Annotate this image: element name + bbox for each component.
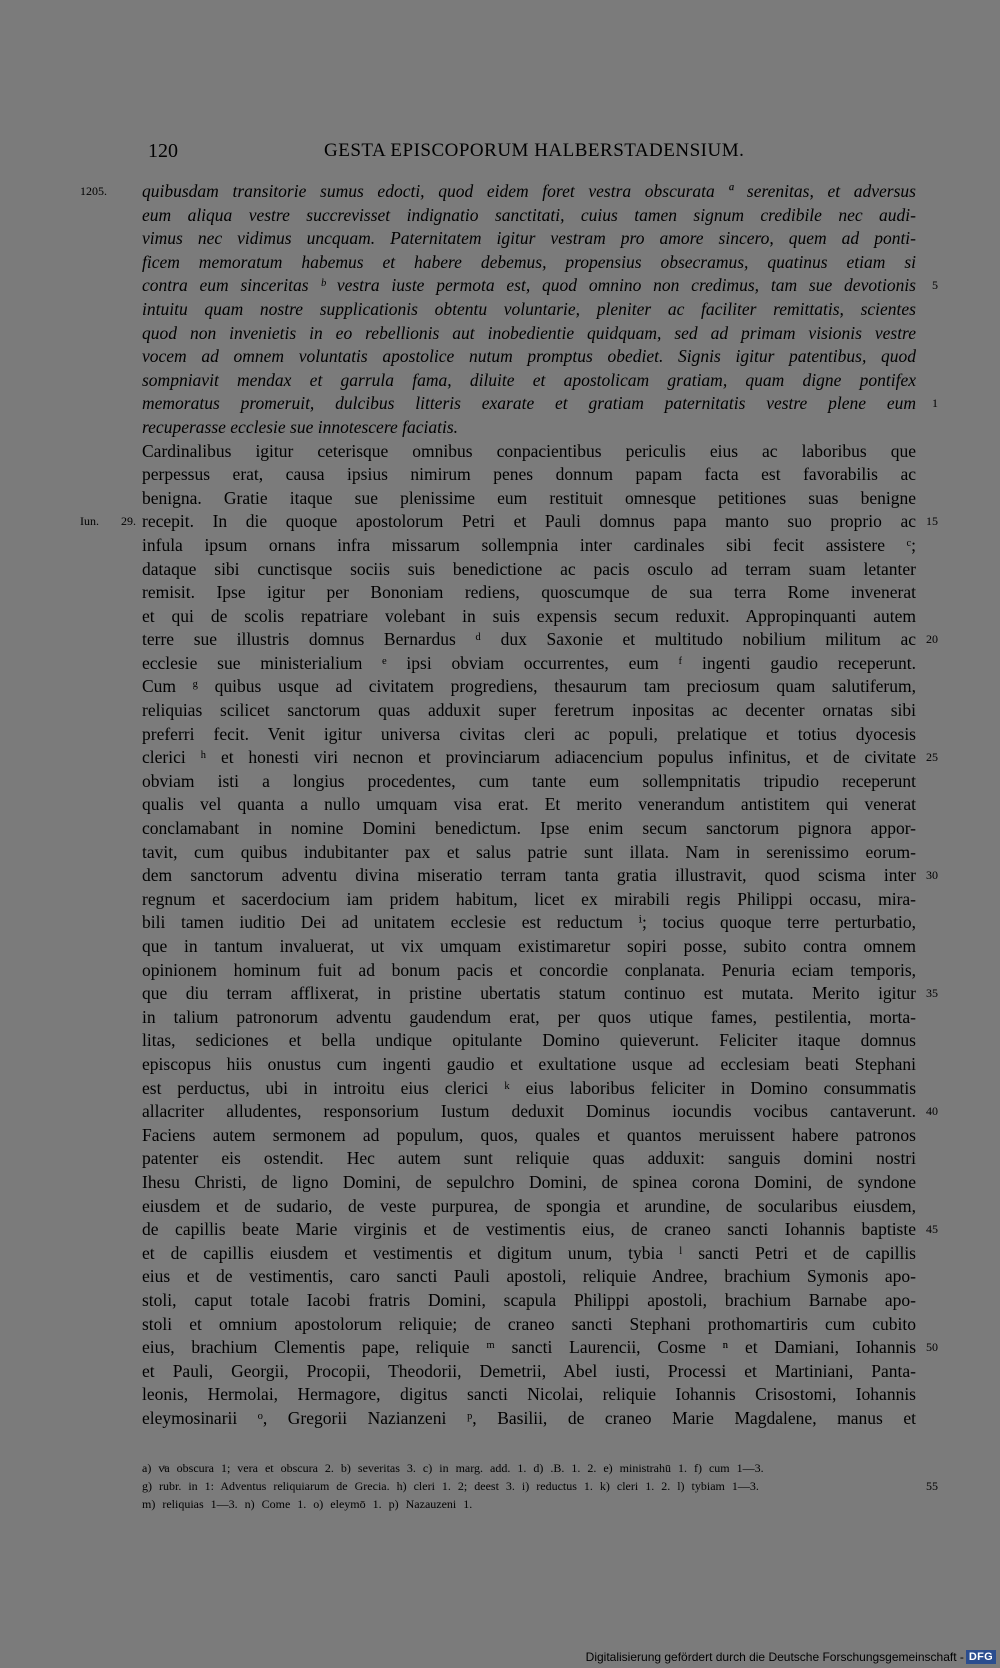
footnote-text: a) vͣa obscura 1; vera et obscura 2. b) severitas 3. c) in marg. add. 1. d) .B. 1. 2. e) ministrahū 1. f) cum 1—3. — [142, 1461, 764, 1475]
footnote-line — [142, 1477, 938, 1495]
line-text: memoratus promeruit, dulcibus litteris exarate et gratiam paternitatis vestre plene eum — [142, 393, 916, 414]
line-text: et Pauli, Georgii, Procopii, Theodorii, Demetrii, Abel iusti, Processi et Martiniani, Panta- — [142, 1360, 916, 1381]
text-line — [142, 935, 916, 959]
text-line — [142, 959, 916, 983]
line-number: 40 — [926, 1104, 938, 1119]
text-line — [142, 841, 916, 865]
text-line — [142, 487, 916, 511]
running-title: GESTA EPISCOPORUM HALBERSTADENSIUM. — [324, 140, 745, 161]
text-line — [142, 770, 916, 794]
text-line — [142, 1218, 938, 1242]
text-line — [142, 1006, 916, 1030]
line-text: stoli, caput totale Iacobi fratris Domini, scapula Philippi apostoli, brachium Barnabe apo- — [142, 1289, 916, 1310]
line-text: vocem ad omnem voluntatis apostolice nutum promptus obediet. Signis igitur patentibus, quod — [142, 346, 916, 367]
footnote-line — [142, 1495, 916, 1513]
text-line — [142, 204, 916, 228]
line-number: 50 — [926, 1340, 938, 1355]
text-line — [142, 416, 916, 440]
line-text: reliquias scilicet sanctorum quas adduxit super feretrum inpositas ac decenter ornatas sibi — [142, 700, 916, 721]
text-line — [142, 581, 916, 605]
dfg-logo: DFG — [966, 1650, 996, 1664]
text-line — [142, 746, 938, 770]
line-number: 25 — [926, 750, 938, 765]
line-text: quod non invenietis in eo rebellionis aut inobedientie quidquam, sed ad primam visionis vestre — [142, 322, 916, 343]
line-text: et qui de scolis repatriare volebant in suis expensis secum reduxit. Appropinquanti autem — [142, 605, 916, 626]
text-line — [142, 1360, 916, 1384]
line-text: perpessus erat, causa ipsius nimirum penes donnum papam facta est favorabilis ac — [142, 464, 916, 485]
line-text: eum aliqua vestre succrevisset indignatio sanctitati, cuius tamen signum credibile nec audi- — [142, 204, 916, 225]
line-number: 55 — [926, 1479, 938, 1493]
text-line — [142, 652, 916, 676]
line-text: patenter eis ostendit. Hec autem sunt reliquie quas adduxit: sanguis domini nostri — [142, 1148, 916, 1169]
line-text: leonis, Hermolai, Hermagore, digitus sancti Nicolai, reliquie Iohannis Crisostomi, Iohannis — [142, 1384, 916, 1405]
line-text: et de capillis eiusdem et vestimentis et digitum unum, tybia ˡ sancti Petri et de capillis — [142, 1242, 916, 1263]
line-number: 30 — [926, 868, 938, 883]
text-line — [142, 463, 916, 487]
line-text: que diu terram afflixerat, in pristine ubertatis statum continuo est mutata. Merito igitur — [142, 983, 916, 1004]
line-text: eleymosinarii ᵒ, Gregorii Nazianzeni ᵖ, Basilii, de craneo Marie Magdalene, manus et — [142, 1407, 916, 1428]
text-line — [142, 723, 916, 747]
text-line — [80, 510, 938, 534]
text-line — [142, 699, 916, 723]
line-text: remisit. Ipse igitur per Bononiam rediens, quoscumque de sua terra Rome invenerat — [142, 582, 916, 603]
line-number: 45 — [926, 1222, 938, 1237]
text-line — [142, 1313, 916, 1337]
text-line — [142, 251, 916, 275]
text-line — [142, 911, 916, 935]
text-line — [142, 322, 916, 346]
text-line — [142, 1242, 916, 1266]
line-text: dem sanctorum adventu divina miseratio terram tanta gratia illustravit, quod scisma inter — [142, 865, 916, 886]
footnotes — [142, 1459, 938, 1513]
text-line — [142, 1029, 916, 1053]
text-line — [142, 1407, 916, 1431]
line-text: tavit, cum quibus indubitanter pax et salus patrie sunt illata. Nam in serenissimo eorum- — [142, 841, 916, 862]
margin-note-left: Iun. 29. — [80, 514, 136, 529]
text-line — [142, 345, 916, 369]
line-text: eiusdem et de sudario, de veste purpurea, de spongia et arundine, de socularibus eiusdem, — [142, 1195, 916, 1216]
line-text: sompniavit mendax et garrula fama, diluite et apostolicam gratiam, quam digne pontifex — [142, 369, 916, 390]
text-line — [142, 888, 916, 912]
line-text: Cum ᵍ quibus usque ad civitatem progrediens, thesaurum tam preciosum quam salutiferum, — [142, 676, 916, 697]
text-line — [142, 675, 916, 699]
text-line — [142, 558, 916, 582]
text-line — [142, 1336, 938, 1360]
line-text: preferri fecit. Venit igitur universa civitas cleri ac populi, prelatique et totius dyocesis — [142, 723, 916, 744]
text-line — [142, 982, 938, 1006]
text-line — [142, 1100, 938, 1124]
line-text: recepit. In die quoque apostolorum Petri et Pauli domnus papa manto suo proprio ac — [142, 511, 916, 532]
footnote-text: m) reliquias 1—3. n) Come 1. o) eleymō 1. p) Nazauzeni 1. — [142, 1497, 473, 1511]
line-text: Faciens autem sermonem ad populum, quos, quales et quantos meruissent habere patronos — [142, 1124, 916, 1145]
line-text: regnum et sacerdocium iam pridem habitum, licet ex mirabili regis Philippi occasu, mira- — [142, 888, 916, 909]
footnote-line — [142, 1459, 916, 1477]
text-line — [80, 180, 916, 204]
line-text: Ihesu Christi, de ligno Domini, de sepulchro Domini, de spinea corona Domini, de syndone — [142, 1171, 916, 1192]
page-number: 120 — [148, 140, 178, 162]
line-text: contra eum sinceritas ᵇ vestra iuste permota est, quod omnino non credimus, tam sue devotionis — [142, 275, 916, 296]
line-text: Cardinalibus igitur ceterisque omnibus conpacientibus periculis eius ac laboribus que — [142, 440, 916, 461]
text-line — [142, 534, 916, 558]
line-text: que in tantum invaluerat, ut vix umquam existimaretur sopiri posse, subito contra omnem — [142, 936, 916, 956]
line-text: dataque sibi cunctisque sociis suis benedictione ac pacis osculo ad terram suam letanter — [142, 558, 916, 579]
line-text: ecclesie sue ministerialium ᵉ ipsi obviam occurrentes, eum ᶠ ingenti gaudio receperunt. — [142, 652, 916, 673]
text-line — [142, 793, 916, 817]
text-line — [142, 1171, 916, 1195]
text-line — [142, 1383, 916, 1407]
text-line — [142, 817, 916, 841]
text-line — [142, 864, 938, 888]
line-text: infula ipsum ornans infra missarum sollempnia inter cardinales sibi fecit assistere ᶜ; — [142, 534, 916, 555]
footnote-text: g) rubr. in 1: Adventus reliquiarum de Grecia. h) cleri 1. 2; deest 3. i) reductus 1. k) cleri 1. 2. l) tybiam 1—3. — [142, 1479, 759, 1493]
text-line — [142, 628, 938, 652]
line-number: 20 — [926, 632, 938, 647]
line-number: 1 — [932, 396, 938, 411]
text-line — [142, 369, 916, 393]
line-text: conclamabant in nomine Domini benedictum. Ipse enim secum sanctorum pignora appor- — [142, 818, 916, 839]
text-line — [142, 1053, 916, 1077]
text-line — [142, 440, 916, 464]
line-text: obviam isti a longius procedentes, cum tante eum sollempnitatis tripudio receperunt — [142, 770, 916, 791]
line-text: allacriter alludentes, responsorium Iustum deduxit Dominus iocundis vocibus cantaverunt. — [142, 1101, 916, 1122]
text-line — [142, 1195, 916, 1219]
text-line — [142, 392, 938, 416]
text-line — [142, 1124, 916, 1148]
text-line — [142, 274, 938, 298]
text-line — [142, 605, 916, 629]
line-text: intuitu quam nostre supplicationis obtentu voluntarie, pleniter ac faciliter remittatis, scientes — [142, 298, 916, 319]
text-line — [142, 1147, 916, 1171]
line-text: clerici ʰ et honesti viri necnon et provinciarum adiacencium populus infinitus, et de civitate — [142, 747, 916, 768]
line-number: 5 — [932, 278, 938, 293]
line-text: de capillis beate Marie virginis et de vestimentis eius, de craneo sancti Iohannis baptiste — [142, 1219, 916, 1240]
line-text: benigna. Gratie itaque sue plenissime eum restituit omnesque petitiones suas benigne — [142, 487, 916, 508]
text-line — [142, 227, 916, 251]
margin-note-left: 1205. — [80, 184, 107, 198]
text-line — [142, 1265, 916, 1289]
main-text — [80, 180, 938, 1430]
line-text: bili tamen iuditio Dei ad unitatem ecclesie est reductum ⁱ; tocius quoque terre perturbatio, — [142, 912, 916, 933]
text-line — [142, 298, 916, 322]
line-number: 15 — [926, 514, 938, 529]
line-text: in talium patronorum adventu gaudendum erat, per quos utique fames, pestilentia, morta- — [142, 1006, 916, 1027]
line-text: opinionem hominum fuit ad bonum pacis et concordie conplanata. Penuria eciam temporis, — [142, 959, 916, 980]
footer-text: Digitalisierung gefördert durch die Deutsche Forschungsgemeinschaft - — [585, 1650, 964, 1664]
line-text: eius, brachium Clementis pape, reliquie ᵐ sancti Laurencii, Cosme ⁿ et Damiani, Iohannis — [142, 1337, 916, 1358]
line-text: recuperasse ecclesie sue innotescere faciatis. — [142, 416, 459, 437]
line-text: vimus nec vidimus uncquam. Paternitatem igitur vestram pro amore sincero, quem ad ponti- — [142, 228, 916, 249]
line-text: terre sue illustris domnus Bernardus ᵈ dux Saxonie et multitudo nobilium militum ac — [142, 629, 916, 650]
line-text: est perductus, ubi in introitu eius clerici ᵏ eius laboribus feliciter in Domino consummatis — [142, 1077, 916, 1098]
text-line — [142, 1077, 916, 1101]
line-text: quibusdam transitorie sumus edocti, quod eidem foret vestra obscurata ª serenitas, et adversus — [142, 181, 916, 201]
line-text: qualis vel quanta a nullo umquam visa erat. Et merito venerandum antistitem qui venerat — [142, 794, 916, 815]
page-header — [148, 140, 925, 164]
line-number: 35 — [926, 986, 938, 1001]
line-text: litas, sediciones et bella undique opitulante Domino quieverunt. Feliciter itaque domnus — [142, 1030, 916, 1051]
line-text: eius et de vestimentis, caro sancti Pauli apostoli, reliquie Andree, brachium Symonis apo- — [142, 1266, 916, 1287]
text-line — [142, 1289, 916, 1313]
digitization-footer — [586, 1648, 996, 1666]
line-text: episcopus hiis onustus cum ingenti gaudio et exultatione usque ad ecclesiam beati Stephani — [142, 1053, 916, 1074]
line-text: stoli et omnium apostolorum reliquie; de craneo sancti Stephani prothomartiris cum cubito — [142, 1313, 916, 1334]
line-text: ficem memoratum habemus et habere debemus, propensius obsecramus, quatinus etiam si — [142, 251, 916, 272]
